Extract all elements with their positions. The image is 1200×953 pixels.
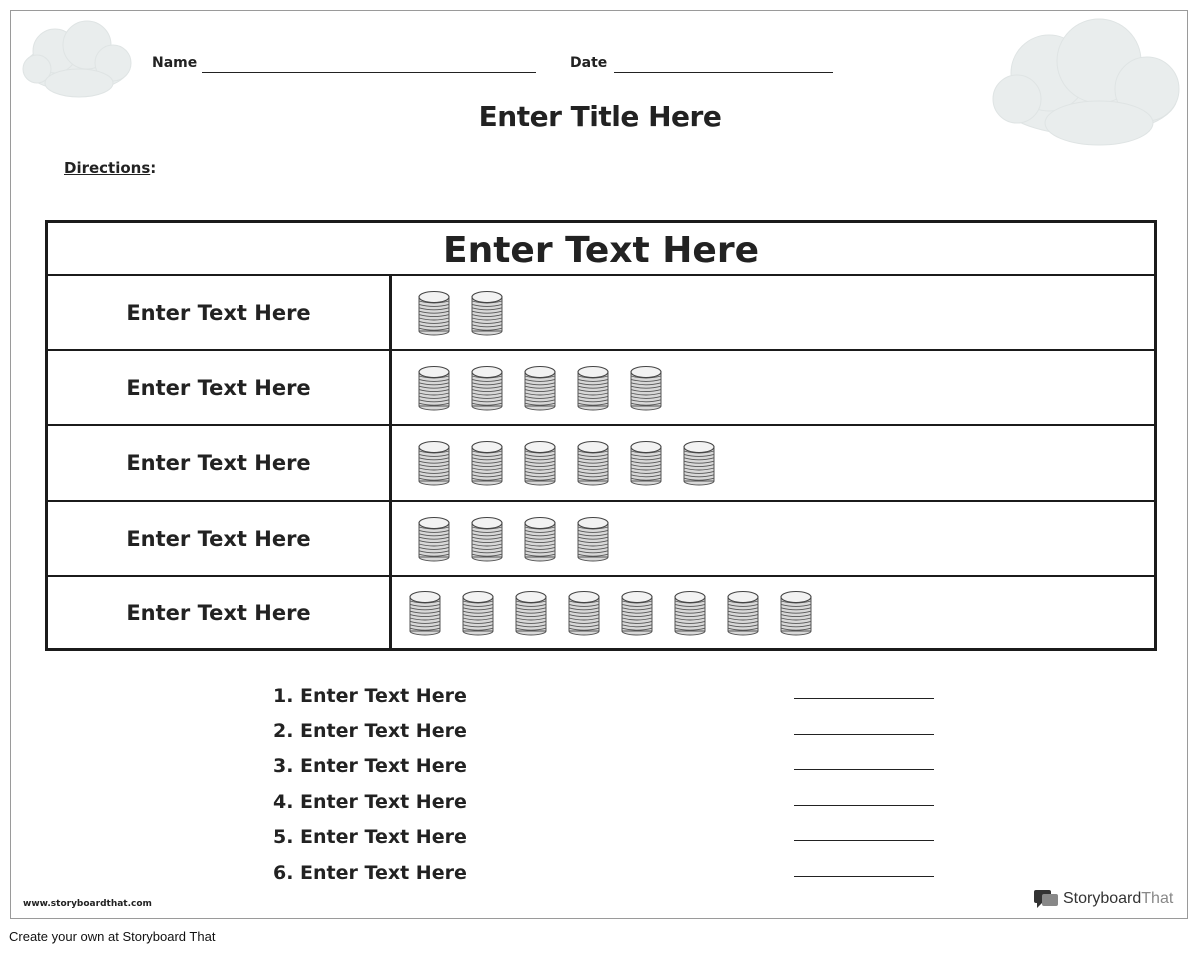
cloud-icon	[17, 17, 137, 101]
coin-stack-icon	[629, 439, 663, 491]
coin-stack-icon	[523, 515, 557, 567]
coin-stack-icon	[620, 589, 654, 641]
coin-stack-icon	[567, 589, 601, 641]
coin-stack-icon	[417, 439, 451, 491]
coin-stack-icon	[629, 364, 663, 416]
answer-line[interactable]	[794, 840, 934, 841]
coin-cell	[392, 426, 1154, 500]
speech-bubble-icon	[1033, 889, 1059, 909]
question-item: 6. Enter Text Here	[273, 862, 467, 884]
answer-line[interactable]	[794, 876, 934, 877]
question-item: 1. Enter Text Here	[273, 685, 467, 707]
name-field[interactable]	[202, 72, 536, 73]
coin-cell	[392, 351, 1154, 424]
coin-stack-icon	[576, 515, 610, 567]
question-item: 2. Enter Text Here	[273, 720, 467, 742]
question-item: 4. Enter Text Here	[273, 791, 467, 813]
coin-stack-icon	[408, 589, 442, 641]
table-header: Enter Text Here	[48, 223, 1154, 276]
date-label: Date	[570, 55, 608, 71]
coin-stack-icon	[470, 439, 504, 491]
name-label: Name	[152, 55, 198, 71]
date-field[interactable]	[614, 72, 833, 73]
coin-stack-icon	[682, 439, 716, 491]
table-row	[48, 426, 1154, 502]
coin-stack-icon	[726, 589, 760, 641]
coin-stack-icon	[514, 589, 548, 641]
coin-stack-icon	[470, 289, 504, 341]
bottom-caption: Create your own at Storyboard That	[9, 929, 216, 944]
brand-that: That	[1141, 890, 1174, 907]
coin-stack-icon	[576, 364, 610, 416]
coin-stack-icon	[576, 439, 610, 491]
directions-label: Directions	[64, 159, 151, 177]
table-row	[48, 276, 1154, 351]
footer-url: www.storyboardthat.com	[23, 899, 152, 909]
row-label: Enter Text Here	[48, 426, 392, 500]
answer-line[interactable]	[794, 734, 934, 735]
storyboardthat-logo	[1033, 889, 1173, 909]
coin-cell	[392, 577, 1154, 648]
coin-stack-icon	[523, 439, 557, 491]
table-row	[48, 502, 1154, 577]
coin-stack-icon	[470, 515, 504, 567]
row-label: Enter Text Here	[48, 502, 392, 575]
page-title: Enter Title Here	[478, 100, 722, 133]
worksheet	[10, 10, 1188, 919]
coin-stack-icon	[461, 589, 495, 641]
table-row	[48, 351, 1154, 426]
pictograph-table	[45, 220, 1157, 651]
directions	[64, 159, 156, 177]
answer-line[interactable]	[794, 769, 934, 770]
coin-stack-icon	[417, 515, 451, 567]
directions-colon: :	[150, 159, 157, 177]
coin-stack-icon	[417, 364, 451, 416]
coin-stack-icon	[470, 364, 504, 416]
coin-stack-icon	[417, 289, 451, 341]
coin-stack-icon	[673, 589, 707, 641]
brand-storyboard: Storyboard	[1063, 890, 1142, 907]
question-item: 5. Enter Text Here	[273, 826, 467, 848]
coin-stack-icon	[523, 364, 557, 416]
row-label: Enter Text Here	[48, 276, 392, 349]
answer-line[interactable]	[794, 698, 934, 699]
table-row	[48, 577, 1154, 648]
question-item: 3. Enter Text Here	[273, 755, 467, 777]
coin-cell	[392, 502, 1154, 575]
row-label: Enter Text Here	[48, 577, 392, 648]
coin-cell	[392, 276, 1154, 349]
answer-line[interactable]	[794, 805, 934, 806]
coin-stack-icon	[779, 589, 813, 641]
row-label: Enter Text Here	[48, 351, 392, 424]
